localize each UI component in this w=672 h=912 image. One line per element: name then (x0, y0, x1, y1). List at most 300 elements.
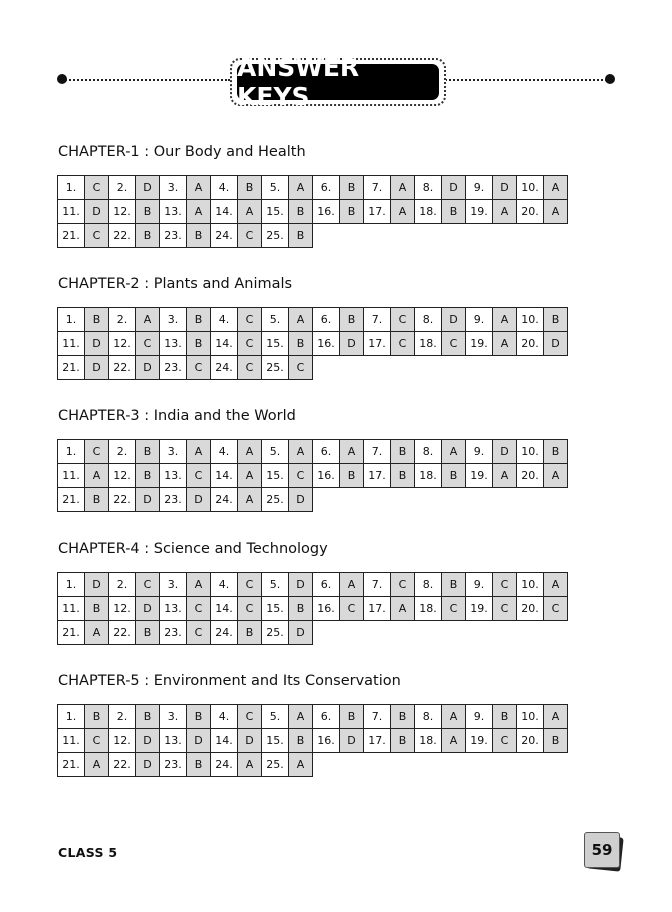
answer-cell: C (238, 705, 262, 729)
answer-cell: B (442, 200, 466, 224)
question-number: 5. (262, 308, 289, 332)
question-number: 13. (160, 597, 187, 621)
answer-cell: B (391, 705, 415, 729)
empty-cell (517, 224, 544, 248)
empty-cell (340, 356, 364, 380)
empty-cell (544, 224, 568, 248)
question-number: 14. (211, 729, 238, 753)
question-number: 16. (313, 729, 340, 753)
empty-cell (391, 356, 415, 380)
answer-row (58, 176, 568, 200)
question-number: 14. (211, 200, 238, 224)
question-number: 13. (160, 729, 187, 753)
empty-cell (340, 753, 364, 777)
question-number: 5. (262, 176, 289, 200)
answer-cell: B (442, 464, 466, 488)
question-number: 5. (262, 573, 289, 597)
answer-cell: C (238, 332, 262, 356)
empty-cell (313, 488, 340, 512)
answer-cell: A (391, 597, 415, 621)
question-number: 10. (517, 573, 544, 597)
answer-cell: B (493, 705, 517, 729)
question-number: 10. (517, 308, 544, 332)
question-number: 22. (109, 356, 136, 380)
question-number: 4. (211, 573, 238, 597)
answer-cell: A (187, 200, 211, 224)
answer-cell: C (289, 464, 313, 488)
answer-cell: B (340, 200, 364, 224)
answer-cell: C (238, 224, 262, 248)
question-number: 17. (364, 729, 391, 753)
question-number: 2. (109, 176, 136, 200)
answer-cell: B (187, 753, 211, 777)
answer-cell: D (442, 176, 466, 200)
answer-cell: D (340, 729, 364, 753)
answer-cell: B (442, 573, 466, 597)
answer-cell: B (340, 464, 364, 488)
answer-cell: B (136, 705, 160, 729)
question-number: 4. (211, 440, 238, 464)
empty-cell (313, 753, 340, 777)
question-number: 18. (415, 597, 442, 621)
answer-cell: C (85, 440, 109, 464)
answer-cell: C (391, 573, 415, 597)
answer-cell: A (238, 200, 262, 224)
question-number: 7. (364, 440, 391, 464)
answer-cell: A (85, 464, 109, 488)
question-number: 21. (58, 488, 85, 512)
question-number: 22. (109, 488, 136, 512)
empty-cell (442, 224, 466, 248)
answer-table (57, 704, 568, 777)
answer-cell: B (85, 597, 109, 621)
answer-cell: B (340, 705, 364, 729)
answer-cell: B (238, 176, 262, 200)
answer-cell: B (340, 308, 364, 332)
empty-cell (313, 621, 340, 645)
question-number: 20. (517, 729, 544, 753)
answer-cell: C (85, 729, 109, 753)
question-number: 3. (160, 573, 187, 597)
question-number: 8. (415, 705, 442, 729)
question-number: 20. (517, 200, 544, 224)
answer-row (58, 597, 568, 621)
header-dotted-line-right (442, 79, 610, 81)
answer-cell: B (238, 621, 262, 645)
question-number: 15. (262, 464, 289, 488)
answer-row (58, 308, 568, 332)
answer-cell: A (544, 705, 568, 729)
question-number: 7. (364, 705, 391, 729)
empty-cell (466, 621, 493, 645)
question-number: 16. (313, 200, 340, 224)
answer-cell: A (493, 308, 517, 332)
answer-cell: B (136, 621, 160, 645)
answer-cell: A (238, 440, 262, 464)
answer-cell: D (289, 621, 313, 645)
answer-cell: C (85, 224, 109, 248)
answer-cell: C (238, 308, 262, 332)
answer-row (58, 356, 568, 380)
question-number: 1. (58, 573, 85, 597)
answer-cell: A (136, 308, 160, 332)
question-number: 15. (262, 332, 289, 356)
question-number: 14. (211, 332, 238, 356)
question-number: 21. (58, 224, 85, 248)
question-number: 25. (262, 621, 289, 645)
answer-cell: A (238, 753, 262, 777)
answer-cell: A (85, 621, 109, 645)
question-number: 15. (262, 200, 289, 224)
empty-cell (466, 488, 493, 512)
question-number: 2. (109, 440, 136, 464)
empty-cell (415, 753, 442, 777)
answer-cell: D (136, 729, 160, 753)
question-number: 17. (364, 597, 391, 621)
answer-cell: C (442, 597, 466, 621)
answer-cell: A (442, 440, 466, 464)
question-number: 9. (466, 308, 493, 332)
answer-cell: C (187, 621, 211, 645)
answer-cell: C (238, 573, 262, 597)
answer-cell: A (544, 176, 568, 200)
answer-cell: D (187, 729, 211, 753)
chapter-title: CHAPTER-2 : Plants and Animals (58, 276, 293, 292)
question-number: 3. (160, 176, 187, 200)
question-number: 4. (211, 705, 238, 729)
answer-cell: A (85, 753, 109, 777)
answer-cell: D (136, 356, 160, 380)
answer-cell: C (85, 176, 109, 200)
empty-cell (442, 621, 466, 645)
question-number: 5. (262, 705, 289, 729)
answer-cell: A (391, 200, 415, 224)
question-number: 22. (109, 753, 136, 777)
answer-cell: B (187, 705, 211, 729)
question-number: 20. (517, 464, 544, 488)
question-number: 8. (415, 308, 442, 332)
empty-cell (364, 488, 391, 512)
question-number: 21. (58, 753, 85, 777)
question-number: 4. (211, 176, 238, 200)
question-number: 14. (211, 597, 238, 621)
answer-cell: C (136, 573, 160, 597)
question-number: 16. (313, 464, 340, 488)
question-number: 2. (109, 308, 136, 332)
answer-cell: D (493, 176, 517, 200)
page-title-box (230, 53, 446, 111)
empty-cell (340, 621, 364, 645)
answer-cell: C (340, 597, 364, 621)
page-number-badge (584, 832, 620, 868)
answer-cell: C (187, 356, 211, 380)
answer-cell: D (85, 200, 109, 224)
question-number: 25. (262, 753, 289, 777)
answer-row (58, 621, 568, 645)
question-number: 11. (58, 729, 85, 753)
empty-cell (544, 621, 568, 645)
answer-cell: C (493, 573, 517, 597)
question-number: 6. (313, 176, 340, 200)
empty-cell (517, 621, 544, 645)
question-number: 10. (517, 440, 544, 464)
answer-cell: B (544, 729, 568, 753)
answer-cell: A (544, 200, 568, 224)
answer-cell: A (238, 488, 262, 512)
chapter-title: CHAPTER-3 : India and the World (58, 408, 296, 424)
question-number: 9. (466, 573, 493, 597)
answer-cell: B (136, 440, 160, 464)
question-number: 7. (364, 573, 391, 597)
empty-cell (391, 621, 415, 645)
question-number: 13. (160, 464, 187, 488)
answer-cell: C (493, 729, 517, 753)
question-number: 9. (466, 705, 493, 729)
answer-cell: A (340, 440, 364, 464)
answer-cell: B (85, 308, 109, 332)
question-number: 19. (466, 597, 493, 621)
chapter-title: CHAPTER-5 : Environment and Its Conservation (58, 673, 401, 689)
question-number: 11. (58, 464, 85, 488)
answer-cell: C (187, 464, 211, 488)
empty-cell (544, 488, 568, 512)
empty-cell (364, 224, 391, 248)
empty-cell (517, 356, 544, 380)
empty-cell (466, 356, 493, 380)
question-number: 2. (109, 573, 136, 597)
question-number: 8. (415, 440, 442, 464)
question-number: 9. (466, 176, 493, 200)
question-number: 18. (415, 200, 442, 224)
answer-cell: C (187, 597, 211, 621)
answer-cell: B (544, 308, 568, 332)
question-number: 18. (415, 332, 442, 356)
question-number: 21. (58, 621, 85, 645)
question-number: 13. (160, 332, 187, 356)
question-number: 7. (364, 176, 391, 200)
answer-table (57, 572, 568, 645)
answer-cell: B (187, 308, 211, 332)
answer-cell: C (493, 597, 517, 621)
empty-cell (415, 621, 442, 645)
answer-cell: C (442, 332, 466, 356)
empty-cell (391, 753, 415, 777)
empty-cell (493, 356, 517, 380)
question-number: 5. (262, 440, 289, 464)
answer-cell: B (187, 332, 211, 356)
empty-cell (466, 753, 493, 777)
question-number: 11. (58, 597, 85, 621)
answer-cell: B (136, 224, 160, 248)
question-number: 25. (262, 224, 289, 248)
answer-cell: B (289, 332, 313, 356)
answer-cell: A (442, 729, 466, 753)
empty-cell (415, 356, 442, 380)
header-dot-left (57, 74, 67, 84)
answer-cell: D (136, 597, 160, 621)
question-number: 24. (211, 753, 238, 777)
question-number: 10. (517, 705, 544, 729)
question-number: 9. (466, 440, 493, 464)
answer-cell: A (238, 464, 262, 488)
empty-cell (340, 488, 364, 512)
header-dot-right (605, 74, 615, 84)
answer-cell: C (238, 356, 262, 380)
question-number: 6. (313, 573, 340, 597)
question-number: 17. (364, 200, 391, 224)
question-number: 19. (466, 332, 493, 356)
answer-row (58, 200, 568, 224)
question-number: 23. (160, 621, 187, 645)
answer-cell: D (85, 356, 109, 380)
question-number: 10. (517, 176, 544, 200)
question-number: 16. (313, 332, 340, 356)
empty-cell (391, 224, 415, 248)
question-number: 12. (109, 464, 136, 488)
question-number: 15. (262, 729, 289, 753)
answer-row (58, 705, 568, 729)
question-number: 24. (211, 621, 238, 645)
answer-cell: D (85, 573, 109, 597)
answer-cell: A (493, 464, 517, 488)
question-number: 3. (160, 440, 187, 464)
empty-cell (517, 753, 544, 777)
answer-row (58, 440, 568, 464)
answer-cell: A (187, 440, 211, 464)
empty-cell (493, 621, 517, 645)
question-number: 16. (313, 597, 340, 621)
answer-table (57, 439, 568, 512)
question-number: 12. (109, 200, 136, 224)
question-number: 4. (211, 308, 238, 332)
question-number: 6. (313, 705, 340, 729)
answer-row (58, 224, 568, 248)
question-number: 11. (58, 332, 85, 356)
question-number: 6. (313, 308, 340, 332)
answer-cell: D (289, 488, 313, 512)
answer-cell: C (289, 356, 313, 380)
question-number: 1. (58, 705, 85, 729)
answer-cell: B (340, 176, 364, 200)
answer-cell: D (289, 573, 313, 597)
page-title: ANSWER KEYS (237, 64, 439, 100)
answer-cell: B (289, 224, 313, 248)
answer-cell: D (544, 332, 568, 356)
answer-cell: A (289, 705, 313, 729)
question-number: 17. (364, 464, 391, 488)
question-number: 8. (415, 573, 442, 597)
empty-cell (544, 356, 568, 380)
answer-row (58, 488, 568, 512)
answer-cell: D (187, 488, 211, 512)
question-number: 8. (415, 176, 442, 200)
answer-cell: A (493, 332, 517, 356)
empty-cell (544, 753, 568, 777)
question-number: 3. (160, 705, 187, 729)
answer-cell: B (391, 440, 415, 464)
empty-cell (391, 488, 415, 512)
empty-cell (466, 224, 493, 248)
answer-cell: B (289, 729, 313, 753)
question-number: 2. (109, 705, 136, 729)
empty-cell (442, 356, 466, 380)
question-number: 23. (160, 224, 187, 248)
question-number: 12. (109, 597, 136, 621)
answer-cell: D (136, 753, 160, 777)
question-number: 11. (58, 200, 85, 224)
answer-cell: A (289, 176, 313, 200)
question-number: 1. (58, 308, 85, 332)
answer-cell: B (289, 597, 313, 621)
answer-cell: B (85, 705, 109, 729)
answer-cell: A (340, 573, 364, 597)
question-number: 18. (415, 729, 442, 753)
answer-cell: A (493, 200, 517, 224)
answer-cell: B (136, 200, 160, 224)
empty-cell (340, 224, 364, 248)
answer-table (57, 175, 568, 248)
question-number: 20. (517, 332, 544, 356)
answer-cell: D (493, 440, 517, 464)
empty-cell (442, 753, 466, 777)
question-number: 23. (160, 488, 187, 512)
answer-cell: D (85, 332, 109, 356)
empty-cell (313, 356, 340, 380)
answer-cell: B (391, 729, 415, 753)
empty-cell (493, 488, 517, 512)
answer-cell: B (391, 464, 415, 488)
answer-cell: D (136, 488, 160, 512)
answer-cell: A (544, 573, 568, 597)
empty-cell (364, 753, 391, 777)
answer-cell: C (238, 597, 262, 621)
empty-cell (493, 753, 517, 777)
header-dotted-line-left (62, 79, 230, 81)
answer-cell: C (391, 332, 415, 356)
question-number: 19. (466, 729, 493, 753)
answer-cell: A (391, 176, 415, 200)
answer-cell: D (340, 332, 364, 356)
answer-row (58, 464, 568, 488)
answer-table (57, 307, 568, 380)
question-number: 22. (109, 621, 136, 645)
chapter-title: CHAPTER-4 : Science and Technology (58, 541, 328, 557)
empty-cell (364, 356, 391, 380)
question-number: 21. (58, 356, 85, 380)
question-number: 6. (313, 440, 340, 464)
answer-cell: A (442, 705, 466, 729)
answer-cell: B (289, 200, 313, 224)
answer-cell: A (289, 308, 313, 332)
empty-cell (493, 224, 517, 248)
answer-cell: B (85, 488, 109, 512)
empty-cell (364, 621, 391, 645)
question-number: 1. (58, 440, 85, 464)
answer-cell: A (187, 176, 211, 200)
question-number: 23. (160, 356, 187, 380)
answer-row (58, 753, 568, 777)
answer-cell: A (187, 573, 211, 597)
question-number: 19. (466, 464, 493, 488)
question-number: 24. (211, 488, 238, 512)
question-number: 19. (466, 200, 493, 224)
empty-cell (517, 488, 544, 512)
answer-cell: D (442, 308, 466, 332)
question-number: 22. (109, 224, 136, 248)
question-number: 3. (160, 308, 187, 332)
empty-cell (415, 224, 442, 248)
question-number: 12. (109, 332, 136, 356)
